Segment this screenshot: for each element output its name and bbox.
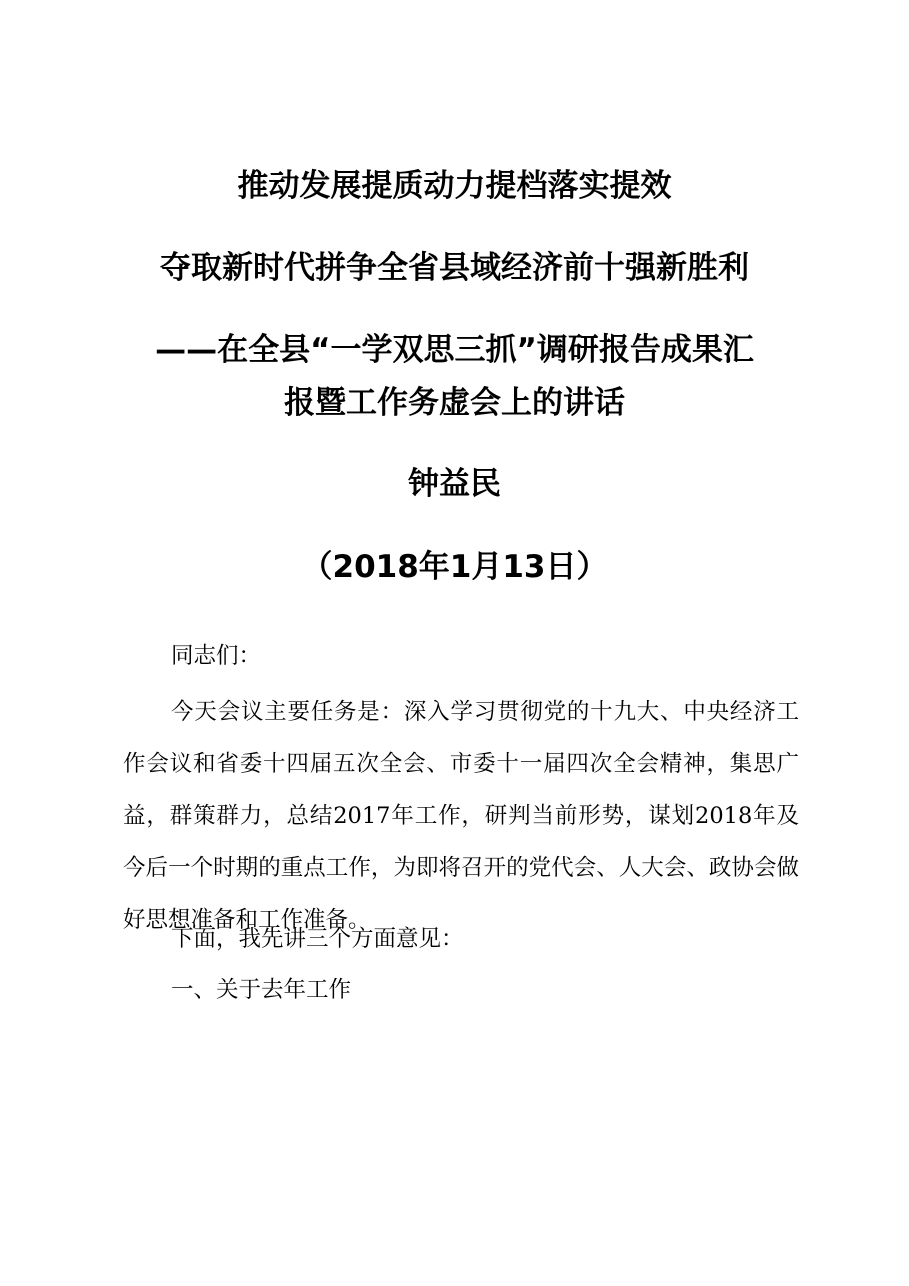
paragraph-2: 下面，我先讲三个方面意见： xyxy=(171,926,464,952)
section-heading-1: 一、关于去年工作 xyxy=(171,977,352,1003)
paragraph-1: 今天会议主要任务是：深入学习贯彻党的十九大、中央经济工作会议和省委十四届五次全会、市委十一届四次全会精神，集思广益，群策群力，总结2017年工作，研判当前形势，谋划2018年及今后一个时期的重点工作，为即将召开的党代会、人大会、政协会做好思想准备和工作准备。 xyxy=(123,699,799,933)
title-line-2: 夺取新时代拼争全省县域经济前十强新胜利 xyxy=(160,250,749,286)
greeting: 同志们： xyxy=(171,643,262,669)
author-name: 钟益民 xyxy=(408,466,501,502)
title-line-4: 报暨工作务虚会上的讲话 xyxy=(284,385,625,421)
title-line-1: 推动发展提质动力提档落实提效 xyxy=(237,168,672,204)
speech-date: （2018年1月13日） xyxy=(301,549,608,585)
title-line-3: ——在全县“一学双思三抓”调研报告成果汇 xyxy=(155,332,754,368)
